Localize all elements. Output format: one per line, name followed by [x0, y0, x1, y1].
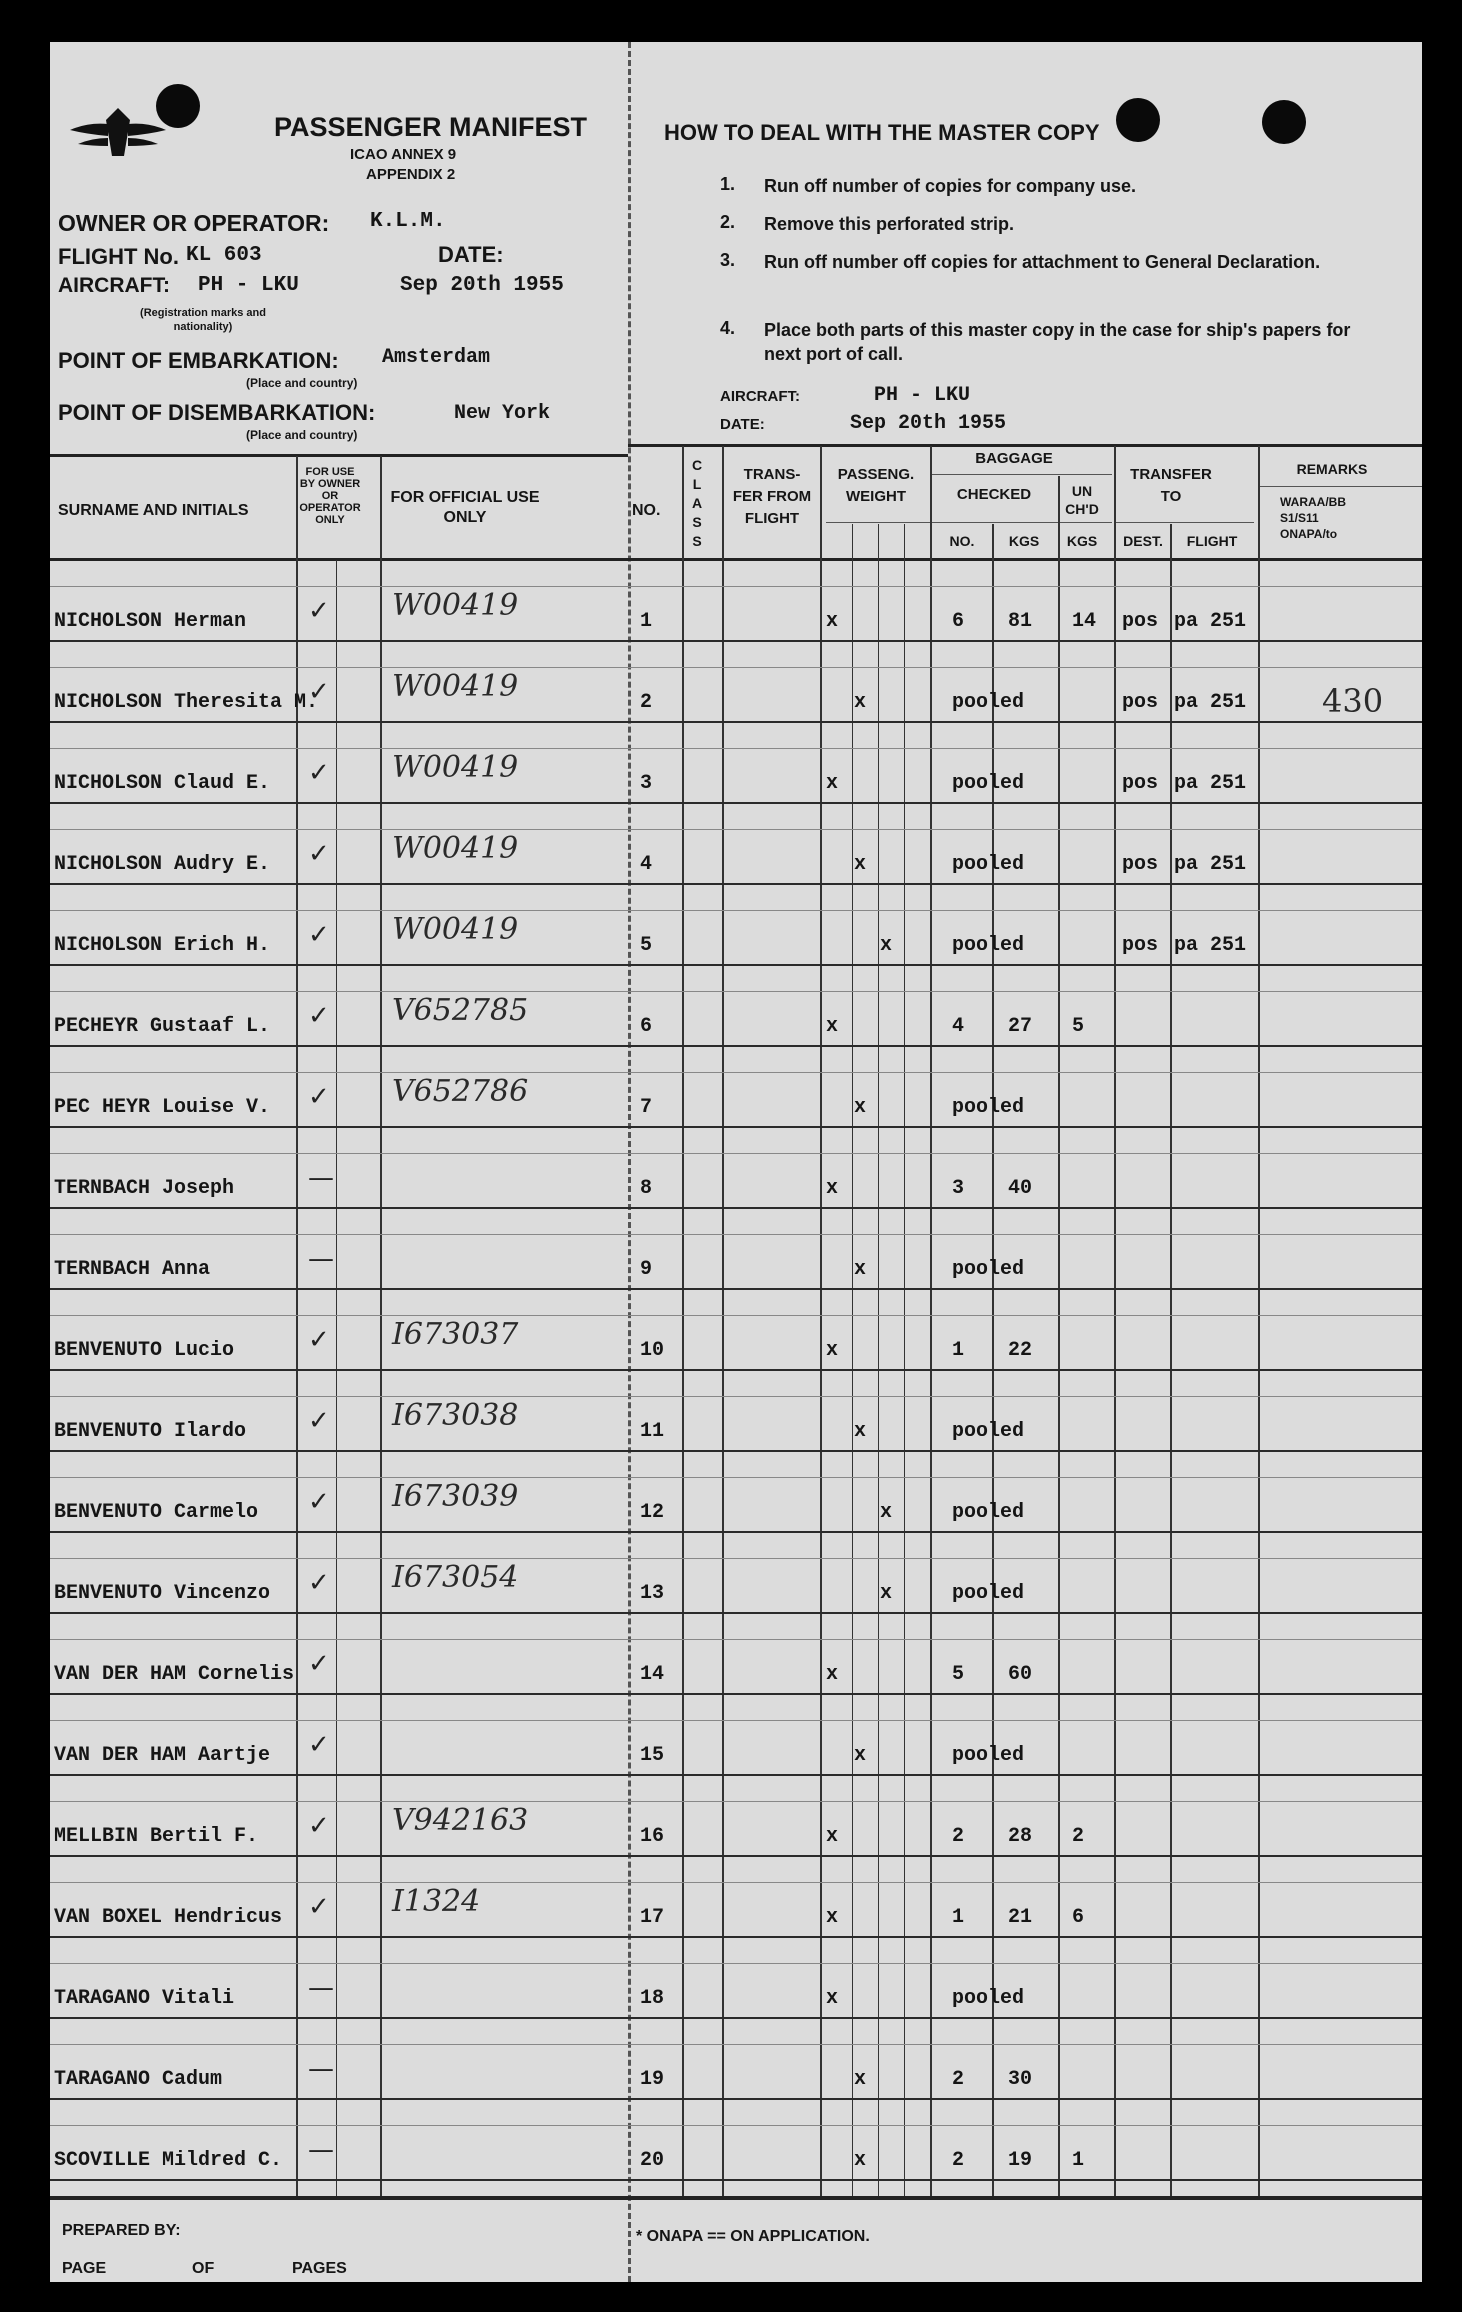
table-row: [50, 1775, 1422, 1856]
col-no: NO.: [632, 502, 661, 519]
pages-label: PAGES: [292, 2260, 347, 2277]
baggage-checked-no: pooled: [952, 1501, 1025, 1524]
row-number: 20: [640, 2149, 665, 2172]
punch-hole: [1262, 100, 1306, 144]
table-row: [50, 884, 1422, 965]
row-number: 12: [640, 1501, 665, 1524]
onapa-note: * ONAPA == ON APPLICATION.: [636, 2228, 870, 2245]
instruction-text: Run off number off copies for attachment to General Declaration.: [764, 252, 1321, 272]
baggage-checked-kgs: 81: [1008, 610, 1033, 633]
weight-mark: x: [826, 772, 839, 795]
baggage-unchecked-kgs: 2: [1072, 1825, 1085, 1848]
table-row: [50, 965, 1422, 1046]
transfer-rule: [1116, 522, 1254, 523]
weight-mark: x: [826, 610, 839, 633]
baggage-checked-kgs: 40: [1008, 1177, 1033, 1200]
owner-check: —: [308, 2135, 334, 2165]
row-number: 16: [640, 1825, 665, 1848]
appendix-label: APPENDIX 2: [366, 166, 456, 183]
transfer-flight: pa 251: [1174, 691, 1247, 714]
instruction-text: Run off number of copies for company use.: [764, 176, 1137, 196]
official-entry: V652786: [392, 1074, 529, 1109]
table-row: [50, 1694, 1422, 1775]
weight-mark: x: [826, 1177, 839, 1200]
row-subrule: [50, 1801, 1422, 1802]
passenger-name: BENVENUTO Carmelo: [54, 1501, 259, 1524]
table-row: [50, 560, 1422, 641]
weight-mark: x: [854, 2068, 867, 2091]
col-passeng-weight: PASSENG. WEIGHT: [837, 466, 915, 505]
row-subrule: [50, 2125, 1422, 2126]
weight-mark: x: [826, 1015, 839, 1038]
baggage-checked-no: 3: [952, 1177, 965, 1200]
official-entry: I1324: [392, 1884, 481, 1919]
col-class: CLASS: [691, 457, 703, 549]
baggage-checked-no: 2: [952, 1825, 965, 1848]
disembark-label: POINT OF DISEMBARKATION:: [58, 400, 376, 425]
transfer-flight: pa 251: [1174, 772, 1247, 795]
baggage-checked-no: pooled: [952, 1096, 1025, 1119]
weight-mark: x: [826, 1825, 839, 1848]
owner-check: ✓: [308, 677, 330, 707]
row-subrule: [50, 1882, 1422, 1883]
passenger-name: MELLBIN Bertil F.: [54, 1825, 259, 1848]
baggage-checked-kgs: 22: [1008, 1339, 1033, 1362]
weight-mark: x: [854, 1258, 867, 1281]
prepared-by-label: PREPARED BY:: [62, 2222, 181, 2239]
official-entry: I673039: [392, 1479, 519, 1514]
owner-check: ✓: [308, 1325, 330, 1355]
row-subrule: [50, 586, 1422, 587]
row-number: 17: [640, 1906, 665, 1929]
instr-date-value: Sep 20th 1955: [850, 412, 1007, 435]
row-subrule: [50, 1153, 1422, 1154]
flight-value: KL 603: [186, 244, 262, 267]
passenger-name: VAN DER HAM Aartje: [54, 1744, 271, 1767]
header-rule-left: [50, 454, 628, 457]
passenger-name: BENVENUTO Ilardo: [54, 1420, 247, 1443]
transfer-dest: pos: [1122, 691, 1159, 714]
instr-aircraft-label: AIRCRAFT:: [720, 388, 800, 405]
col-flight: FLIGHT: [1186, 533, 1238, 549]
passenger-name: NICHOLSON Audry E.: [54, 853, 271, 876]
passenger-name: TARAGANO Vitali: [54, 1987, 235, 2010]
owner-value: K.L.M.: [370, 210, 446, 233]
instruction-number: 1.: [720, 174, 736, 194]
owner-check: ✓: [308, 1649, 330, 1679]
col-checked-kgs: KGS: [1008, 533, 1040, 549]
footer-rule: [50, 2196, 1422, 2200]
owner-check: ✓: [308, 1730, 330, 1760]
embark-note: (Place and country): [246, 376, 358, 390]
baggage-checked-no: pooled: [952, 691, 1025, 714]
table-row: [50, 2018, 1422, 2099]
col-owner-use: FOR USE BY OWNER OR OPERATOR ONLY: [299, 466, 361, 526]
weight-mark: x: [854, 691, 867, 714]
owner-check: —: [308, 1973, 334, 2003]
transfer-flight: pa 251: [1174, 934, 1247, 957]
row-subrule: [50, 1072, 1422, 1073]
header-rule-right: [628, 444, 1422, 447]
aircraft-value: PH - LKU: [198, 274, 299, 297]
row-number: 5: [640, 934, 653, 957]
baggage-checked-no: 5: [952, 1663, 965, 1686]
passenger-name: NICHOLSON Herman: [54, 610, 247, 633]
row-subrule: [50, 1315, 1422, 1316]
owner-check: ✓: [308, 1892, 330, 1922]
manifest-sheet: [50, 42, 1422, 2282]
passenger-name: TERNBACH Joseph: [54, 1177, 235, 1200]
transfer-dest: pos: [1122, 934, 1159, 957]
row-subrule: [50, 1558, 1422, 1559]
owner-check: ✓: [308, 839, 330, 869]
baggage-checked-no: pooled: [952, 1258, 1025, 1281]
baggage-checked-kgs: 27: [1008, 1015, 1033, 1038]
col-surname: SURNAME AND INITIALS: [58, 502, 249, 519]
registration-note: (Registration marks and nationality): [140, 307, 266, 333]
embark-label: POINT OF EMBARKATION:: [58, 348, 339, 373]
manifest-title: PASSENGER MANIFEST: [274, 112, 588, 142]
date-label: DATE:: [438, 242, 504, 267]
col-remarks: REMARKS: [1296, 461, 1368, 477]
official-entry: W00419: [392, 588, 519, 623]
table-row: [50, 1370, 1422, 1451]
transfer-dest: pos: [1122, 853, 1159, 876]
weight-mark: x: [826, 1663, 839, 1686]
table-row: [50, 1289, 1422, 1370]
transfer-dest: pos: [1122, 772, 1159, 795]
date-value: Sep 20th 1955: [400, 274, 564, 297]
punch-hole: [1116, 98, 1160, 142]
weight-mark: x: [826, 1339, 839, 1362]
official-entry: W00419: [392, 831, 519, 866]
owner-check: ✓: [308, 1811, 330, 1841]
baggage-checked-no: pooled: [952, 772, 1025, 795]
owner-check: —: [308, 1163, 334, 1193]
col-dest: DEST.: [1123, 533, 1163, 549]
table-row: [50, 1532, 1422, 1613]
owner-check: —: [308, 2054, 334, 2084]
owner-check: ✓: [308, 596, 330, 626]
baggage-checked-no: 4: [952, 1015, 965, 1038]
col-checked: CHECKED: [956, 486, 1032, 503]
transfer-flight: pa 251: [1174, 610, 1247, 633]
weight-mark: x: [826, 1987, 839, 2010]
official-entry: V942163: [392, 1803, 529, 1838]
row-number: 6: [640, 1015, 653, 1038]
row-subrule: [50, 1396, 1422, 1397]
col-official-use: FOR OFFICIAL USE ONLY: [390, 489, 540, 526]
of-label: OF: [192, 2260, 215, 2277]
weight-mark: x: [880, 934, 893, 957]
weight-mark: x: [880, 1501, 893, 1524]
official-entry: I673054: [392, 1560, 519, 1595]
disembark-note: (Place and country): [246, 428, 358, 442]
instruction-number: 3.: [720, 250, 736, 270]
instruction-number: 4.: [720, 318, 736, 338]
passenger-name: BENVENUTO Vincenzo: [54, 1582, 271, 1605]
row-subrule: [50, 1234, 1422, 1235]
baggage-rule: [932, 474, 1112, 475]
weight-mark: x: [826, 1906, 839, 1929]
baggage-checked-no: pooled: [952, 934, 1025, 957]
col-transfer-to: TRANSFER TO: [1130, 466, 1212, 505]
table-row: [50, 722, 1422, 803]
embark-value: Amsterdam: [382, 346, 491, 369]
owner-check: ✓: [308, 1406, 330, 1436]
table-row: [50, 803, 1422, 884]
passenger-name: NICHOLSON Erich H.: [54, 934, 271, 957]
page-label: PAGE: [62, 2260, 107, 2277]
row-number: 15: [640, 1744, 665, 1767]
instruction-number: 2.: [720, 212, 736, 232]
passenger-name: SCOVILLE Mildred C.: [54, 2149, 283, 2172]
table-row: [50, 1127, 1422, 1208]
table-row: [50, 641, 1422, 722]
passenger-name: VAN DER HAM Cornelis: [54, 1663, 295, 1686]
official-entry: W00419: [392, 750, 519, 785]
baggage-checked-no: pooled: [952, 1420, 1025, 1443]
row-subrule: [50, 748, 1422, 749]
owner-check: ✓: [308, 1568, 330, 1598]
instr-aircraft-value: PH - LKU: [874, 384, 971, 407]
checked-rule: [932, 522, 1112, 523]
row-number: 18: [640, 1987, 665, 2010]
passenger-name: VAN BOXEL Hendricus: [54, 1906, 283, 1929]
baggage-checked-no: pooled: [952, 1582, 1025, 1605]
baggage-checked-kgs: 60: [1008, 1663, 1033, 1686]
row-subrule: [50, 1720, 1422, 1721]
baggage-checked-kgs: 30: [1008, 2068, 1033, 2091]
baggage-checked-no: 1: [952, 1906, 965, 1929]
official-entry: I673038: [392, 1398, 519, 1433]
instruction-text: Place both parts of this master copy in the case for ship's papers for next port of call.: [764, 320, 1351, 364]
weight-mark: x: [854, 1096, 867, 1119]
row-number: 8: [640, 1177, 653, 1200]
col-unchd-kgs: KGS: [1066, 533, 1098, 549]
margin-note: 430: [1322, 682, 1384, 720]
row-number: 4: [640, 853, 653, 876]
row-number: 10: [640, 1339, 665, 1362]
row-subrule: [50, 667, 1422, 668]
owner-check: ✓: [308, 758, 330, 788]
row-subrule: [50, 1639, 1422, 1640]
weight-mark: x: [854, 1420, 867, 1443]
baggage-unchecked-kgs: 5: [1072, 1015, 1085, 1038]
row-subrule: [50, 1963, 1422, 1964]
owner-check: ✓: [308, 1001, 330, 1031]
official-entry: W00419: [392, 669, 519, 704]
col-remarks-sub: WARAA/BB S1/S11 ONAPA/to: [1280, 495, 1346, 541]
passenger-name: PEC HEYR Louise V.: [54, 1096, 271, 1119]
instructions-title: HOW TO DEAL WITH THE MASTER COPY: [664, 120, 1100, 145]
row-number: 3: [640, 772, 653, 795]
row-rule: [50, 2179, 1422, 2181]
table-row: [50, 2099, 1422, 2180]
col-checked-no: NO.: [949, 533, 975, 549]
passenger-name: NICHOLSON Theresita M.: [54, 691, 319, 714]
row-subrule: [50, 1477, 1422, 1478]
baggage-checked-kgs: 28: [1008, 1825, 1033, 1848]
table-row: [50, 1046, 1422, 1127]
row-number: 7: [640, 1096, 653, 1119]
baggage-checked-no: 2: [952, 2149, 965, 2172]
disembark-value: New York: [454, 402, 551, 425]
table-row: [50, 1613, 1422, 1694]
table-row: [50, 1937, 1422, 2018]
row-number: 1: [640, 610, 653, 633]
aircraft-label: AIRCRAFT:: [58, 274, 170, 297]
baggage-checked-no: 6: [952, 610, 965, 633]
flight-label: FLIGHT No.: [58, 244, 179, 269]
row-number: 13: [640, 1582, 665, 1605]
table-row: [50, 1451, 1422, 1532]
row-subrule: [50, 829, 1422, 830]
transfer-flight: pa 251: [1174, 853, 1247, 876]
owner-check: —: [308, 1244, 334, 1274]
row-subrule: [50, 910, 1422, 911]
remarks-rule: [1260, 486, 1422, 487]
baggage-checked-kgs: 19: [1008, 2149, 1033, 2172]
baggage-unchecked-kgs: 1: [1072, 2149, 1085, 2172]
owner-check: ✓: [308, 1487, 330, 1517]
baggage-checked-no: 1: [952, 1339, 965, 1362]
instruction-text: Remove this perforated strip.: [764, 214, 1015, 234]
baggage-checked-no: pooled: [952, 1987, 1025, 2010]
row-subrule: [50, 991, 1422, 992]
row-number: 2: [640, 691, 653, 714]
klm-wings-logo-icon: [68, 100, 168, 164]
passenger-name: PECHEYR Gustaaf L.: [54, 1015, 271, 1038]
baggage-checked-no: 2: [952, 2068, 965, 2091]
passenger-name: NICHOLSON Claud E.: [54, 772, 271, 795]
baggage-checked-no: pooled: [952, 853, 1025, 876]
baggage-unchecked-kgs: 6: [1072, 1906, 1085, 1929]
passenger-name: TARAGANO Cadum: [54, 2068, 223, 2091]
baggage-checked-no: pooled: [952, 1744, 1025, 1767]
col-transfer-from: TRANS-FER FROM FLIGHT: [732, 466, 812, 527]
official-entry: W00419: [392, 912, 519, 947]
passenger-name: BENVENUTO Lucio: [54, 1339, 235, 1362]
table-row: [50, 1856, 1422, 1937]
weight-mark: x: [880, 1582, 893, 1605]
transfer-dest: pos: [1122, 610, 1159, 633]
row-number: 11: [640, 1420, 665, 1443]
row-subrule: [50, 2044, 1422, 2045]
baggage-checked-kgs: 21: [1008, 1906, 1033, 1929]
annex-label: ICAO ANNEX 9: [350, 146, 457, 163]
col-baggage: BAGGAGE: [975, 450, 1053, 467]
row-number: 19: [640, 2068, 665, 2091]
owner-check: ✓: [308, 1082, 330, 1112]
instr-date-label: DATE:: [720, 416, 765, 433]
row-number: 14: [640, 1663, 665, 1686]
table-row: [50, 1208, 1422, 1289]
owner-label: OWNER OR OPERATOR:: [58, 210, 330, 236]
baggage-unchecked-kgs: 14: [1072, 610, 1097, 633]
passenger-name: TERNBACH Anna: [54, 1258, 211, 1281]
weight-rule: [826, 522, 930, 523]
weight-mark: x: [854, 1744, 867, 1767]
official-entry: V652785: [392, 993, 529, 1028]
col-unchd: UN CH'D: [1065, 483, 1099, 517]
weight-mark: x: [854, 853, 867, 876]
row-number: 9: [640, 1258, 653, 1281]
official-entry: I673037: [392, 1317, 519, 1352]
weight-mark: x: [854, 2149, 867, 2172]
owner-check: ✓: [308, 920, 330, 950]
